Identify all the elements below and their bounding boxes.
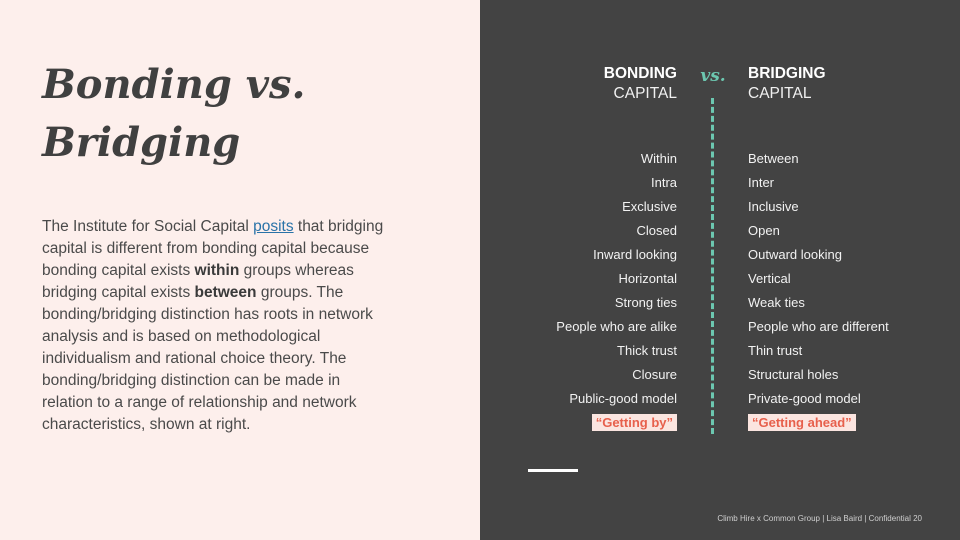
body-text-3: groups whereas bridging capital exists bbox=[42, 262, 354, 301]
decorative-bar bbox=[528, 469, 578, 472]
list-item: Closure bbox=[632, 367, 677, 382]
bonding-list bbox=[556, 148, 677, 436]
bridging-header-strong: BRIDGING bbox=[748, 65, 826, 82]
list-item-highlight bbox=[556, 412, 677, 436]
list-item: Inward looking bbox=[593, 247, 677, 262]
body-text-4: groups. The bonding/bridging distinction has roots in network analysis and is based on methodological individualism and rational choice theory. The bonding/bridging distinction can be made in relation to a range of relationship and network characteristics, shown at right. bbox=[42, 284, 373, 433]
list-item: Horizontal bbox=[618, 271, 677, 286]
bridging-list bbox=[748, 148, 889, 436]
slide-title: Bonding vs. Bridging bbox=[42, 61, 306, 166]
list-item-highlight bbox=[748, 412, 889, 436]
list-item: Between bbox=[748, 151, 799, 166]
list-item: Inter bbox=[748, 175, 775, 190]
list-item: Closed bbox=[636, 223, 677, 238]
list-item: Weak ties bbox=[748, 295, 805, 310]
body-text-2: that bridging capital is different from bonding capital because bonding capital exists bbox=[42, 218, 384, 279]
body-bold-between: between bbox=[194, 284, 257, 301]
slide-body bbox=[42, 216, 392, 436]
list-item: Open bbox=[748, 223, 780, 238]
list-item: Outward looking bbox=[748, 247, 842, 262]
list-item: Within bbox=[640, 151, 677, 166]
bonding-header-light: CAPITAL bbox=[613, 85, 677, 102]
list-item: Strong ties bbox=[614, 295, 677, 310]
slide-footer: Climb Hire x Common Group | Lisa Baird | Confidential 20 bbox=[717, 514, 922, 523]
bridging-header bbox=[748, 64, 826, 104]
getting-ahead-highlight: “Getting ahead” bbox=[748, 414, 856, 431]
list-item: Exclusive bbox=[622, 199, 677, 214]
list-item: People who are alike bbox=[556, 319, 677, 334]
vs-label: vs. bbox=[700, 66, 726, 86]
bridging-header-light: CAPITAL bbox=[748, 85, 812, 102]
list-item: Intra bbox=[650, 175, 677, 190]
list-item: Thin trust bbox=[748, 343, 803, 358]
list-item: Inclusive bbox=[748, 199, 799, 214]
list-item: People who are different bbox=[748, 319, 889, 334]
list-item: Thick trust bbox=[617, 343, 677, 358]
body-bold-within: within bbox=[194, 262, 240, 279]
list-item: Public-good model bbox=[569, 391, 677, 406]
bonding-header bbox=[604, 64, 677, 104]
getting-by-highlight: “Getting by” bbox=[592, 414, 677, 431]
list-item: Vertical bbox=[748, 271, 791, 286]
bonding-header-strong: BONDING bbox=[603, 65, 677, 82]
list-item: Private-good model bbox=[748, 391, 861, 406]
list-item: Structural holes bbox=[748, 367, 839, 382]
body-text-1: The Institute for Social Capital bbox=[42, 218, 254, 235]
dashed-divider bbox=[711, 98, 714, 434]
posits-link[interactable]: posits bbox=[253, 218, 294, 235]
